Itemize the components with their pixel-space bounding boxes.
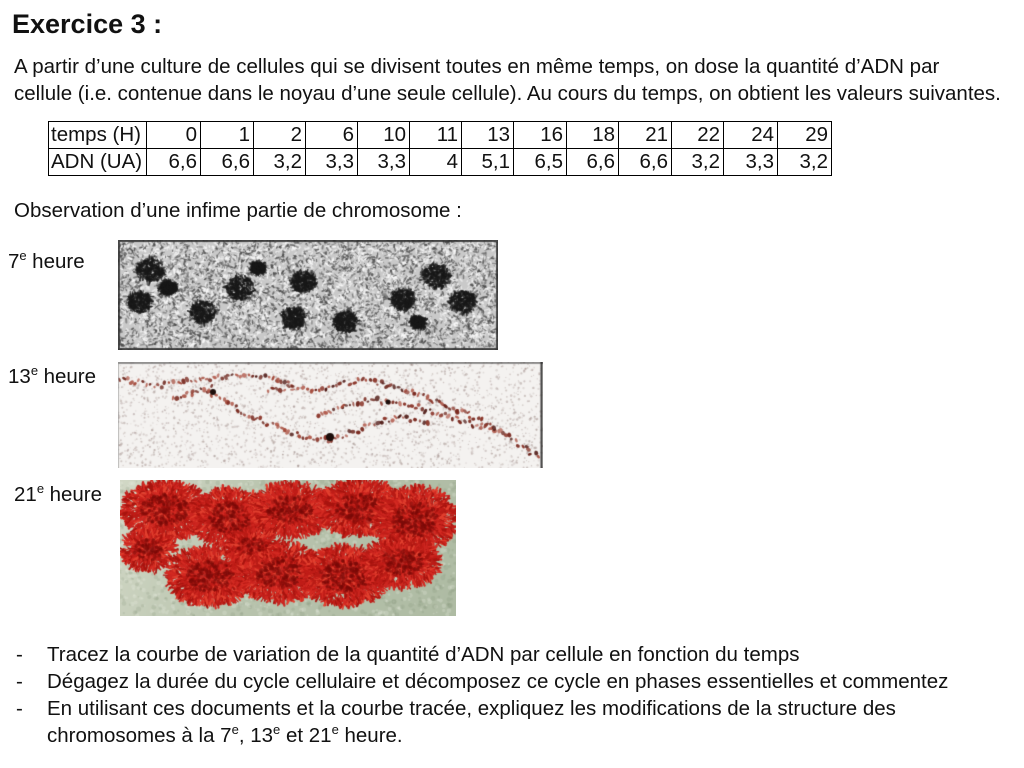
observation-label-13h — [8, 363, 96, 390]
bullet-dash: - — [16, 670, 23, 693]
dna-cell: 4 — [410, 149, 462, 176]
dna-row — [49, 149, 832, 176]
time-cell: 13 — [462, 122, 514, 149]
observation-heading: Observation d’une infime partie de chromosome : — [14, 199, 462, 222]
ordinal-superscript: e — [30, 363, 39, 378]
time-cell: 6 — [306, 122, 358, 149]
intro-line: A partir d’une culture de cellules qui se divisent toutes en même temps, on dose la quantité d’ADN par — [14, 55, 940, 78]
row-header-time: temps (H) — [49, 122, 147, 149]
ordinal-superscript: e — [19, 248, 27, 263]
ordinal-superscript: e — [36, 481, 45, 496]
observation-label-21h — [14, 481, 102, 508]
time-cell: 18 — [567, 122, 619, 149]
observation-label-7h — [8, 248, 85, 275]
dna-cell: 5,1 — [462, 149, 514, 176]
chromosome-micrograph-13h — [118, 362, 543, 468]
hour-number: 7 — [8, 250, 20, 273]
question-item-continuation — [47, 722, 403, 749]
text-segment: chromosomes à la 7 — [47, 724, 232, 747]
dna-cell: 6,5 — [514, 149, 567, 176]
chromosome-micrograph-21h — [120, 480, 456, 616]
question-item: Dégagez la durée du cycle cellulaire et décomposez ce cycle en phases essentielles et commentez — [47, 670, 949, 693]
text-segment: , 13 — [238, 724, 274, 747]
time-row — [49, 122, 832, 149]
ordinal-superscript: e — [231, 722, 239, 737]
dna-cell: 6,6 — [567, 149, 619, 176]
dna-cell: 3,3 — [724, 149, 778, 176]
hour-number: 13 — [8, 365, 31, 388]
dna-cell: 3,2 — [672, 149, 724, 176]
hour-number: 21 — [14, 483, 37, 506]
hour-word: heure — [43, 365, 97, 388]
time-cell: 24 — [724, 122, 778, 149]
dna-data-table — [48, 121, 832, 176]
intro-line: cellule (i.e. contenue dans le noyau d’une seule cellule). Au cours du temps, on obtient les valeurs suivantes. — [14, 82, 1001, 105]
time-cell: 29 — [778, 122, 832, 149]
bullet-dash: - — [16, 643, 23, 666]
time-cell: 11 — [410, 122, 462, 149]
row-header-dna: ADN (UA) — [49, 149, 147, 176]
dna-cell: 3,3 — [358, 149, 410, 176]
dna-cell: 3,3 — [306, 149, 358, 176]
question-item: Tracez la courbe de variation de la quantité d’ADN par cellule en fonction du temps — [47, 643, 800, 666]
time-cell: 1 — [201, 122, 254, 149]
time-cell: 0 — [147, 122, 201, 149]
dna-cell: 6,6 — [619, 149, 672, 176]
dna-cell: 3,2 — [778, 149, 832, 176]
text-segment: et 21 — [280, 724, 332, 747]
dna-cell: 6,6 — [201, 149, 254, 176]
bullet-dash: - — [16, 697, 23, 720]
time-cell: 22 — [672, 122, 724, 149]
ordinal-superscript: e — [331, 722, 339, 737]
text-segment: heure. — [338, 724, 403, 747]
time-cell: 10 — [358, 122, 410, 149]
question-item: En utilisant ces documents et la courbe tracée, expliquez les modifications de la structure des — [47, 697, 896, 720]
chromosome-micrograph-7h — [118, 240, 498, 350]
dna-cell: 3,2 — [254, 149, 306, 176]
page-title: Exercice 3 : — [12, 9, 163, 39]
time-cell: 2 — [254, 122, 306, 149]
dna-cell: 6,6 — [147, 149, 201, 176]
hour-word: heure — [32, 250, 85, 273]
time-cell: 16 — [514, 122, 567, 149]
time-cell: 21 — [619, 122, 672, 149]
hour-word: heure — [49, 483, 103, 506]
ordinal-superscript: e — [273, 722, 281, 737]
